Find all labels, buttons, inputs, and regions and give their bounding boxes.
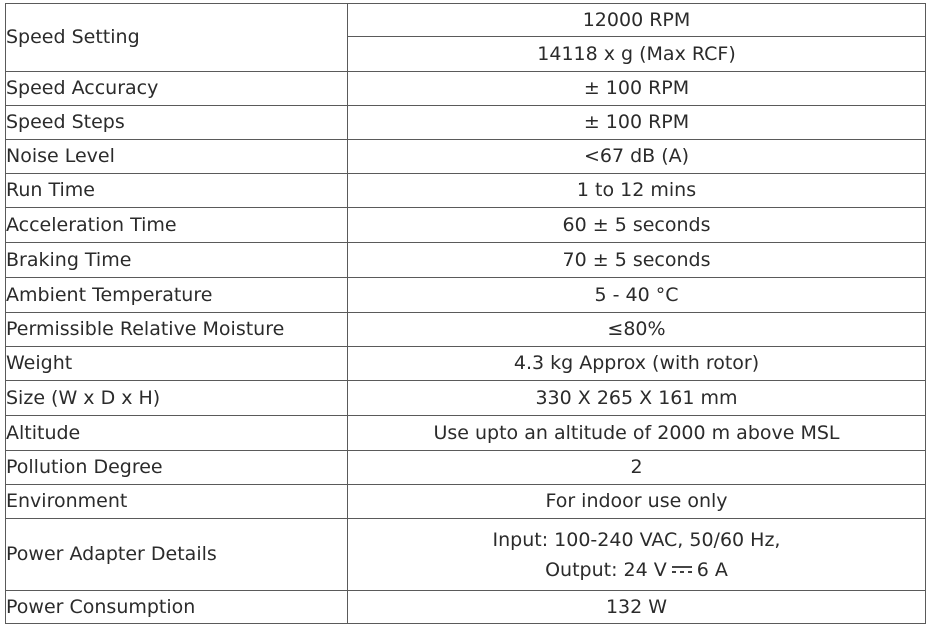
row-label: Ambient Temperature (6, 278, 348, 313)
table-row (6, 416, 926, 451)
row-label: Environment (6, 485, 348, 519)
power-adapter-input: Input: 100-240 VAC, 50/60 Hz, (492, 528, 781, 551)
row-value: 2 (348, 451, 926, 485)
specifications-table (5, 3, 926, 624)
row-label: Speed Setting (6, 4, 348, 72)
row-value: Use upto an altitude of 2000 m above MSL (348, 416, 926, 451)
table-row (6, 208, 926, 243)
table-row (6, 72, 926, 106)
power-adapter-output (348, 555, 925, 585)
row-value (348, 519, 926, 591)
table-row (6, 106, 926, 140)
row-label: Power Adapter Details (6, 519, 348, 591)
spec-table-container (5, 3, 925, 624)
row-label: Permissible Relative Moisture (6, 313, 348, 347)
row-label: Speed Accuracy (6, 72, 348, 106)
table-row (6, 174, 926, 208)
row-value: 70 ± 5 seconds (348, 243, 926, 278)
dc-current-symbol-icon (671, 565, 693, 575)
row-label: Noise Level (6, 140, 348, 174)
table-row (6, 140, 926, 174)
row-value: 14118 x g (Max RCF) (348, 37, 926, 72)
output-current: 6 A (696, 558, 728, 581)
row-value: 4.3 kg Approx (with rotor) (348, 347, 926, 381)
table-row (6, 591, 926, 624)
row-label: Power Consumption (6, 591, 348, 624)
row-value: ± 100 RPM (348, 72, 926, 106)
row-value: 330 X 265 X 161 mm (348, 381, 926, 416)
row-value: 5 - 40 °C (348, 278, 926, 313)
table-row (6, 347, 926, 381)
table-row (6, 243, 926, 278)
row-value: ± 100 RPM (348, 106, 926, 140)
row-label: Altitude (6, 416, 348, 451)
row-value: For indoor use only (348, 485, 926, 519)
row-value: <67 dB (A) (348, 140, 926, 174)
row-label: Weight (6, 347, 348, 381)
row-label: Run Time (6, 174, 348, 208)
row-label: Acceleration Time (6, 208, 348, 243)
row-label: Size (W x D x H) (6, 381, 348, 416)
table-row (6, 451, 926, 485)
table-row (6, 381, 926, 416)
row-label: Pollution Degree (6, 451, 348, 485)
row-label: Speed Steps (6, 106, 348, 140)
output-voltage: Output: 24 V (545, 558, 667, 581)
row-value: 132 W (348, 591, 926, 624)
table-row (6, 485, 926, 519)
table-row (6, 4, 926, 37)
row-value: ≤80% (348, 313, 926, 347)
row-value: 60 ± 5 seconds (348, 208, 926, 243)
row-value: 12000 RPM (348, 4, 926, 37)
table-row (6, 519, 926, 591)
row-label: Braking Time (6, 243, 348, 278)
table-row (6, 313, 926, 347)
table-row (6, 278, 926, 313)
row-value: 1 to 12 mins (348, 174, 926, 208)
